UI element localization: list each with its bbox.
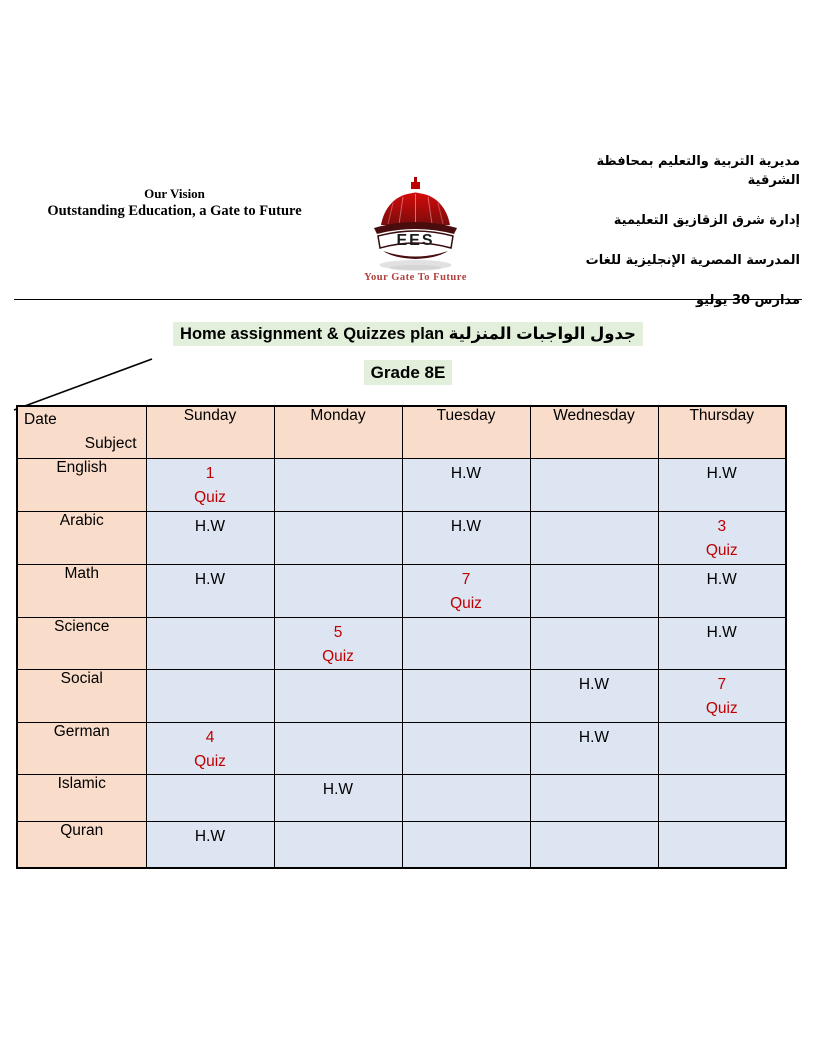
cell-line1	[659, 822, 786, 849]
schedule-cell	[146, 617, 274, 669]
arabic-header-block	[540, 152, 800, 331]
day-header-sunday: Sunday	[146, 406, 274, 458]
cell-line1	[275, 459, 402, 486]
cell-line1	[275, 723, 402, 750]
table-row-german	[17, 722, 786, 774]
cell-line1	[531, 512, 658, 539]
cell-line2: Quiz	[450, 594, 482, 612]
cell-line1	[531, 822, 658, 849]
cell-line1: 7	[461, 570, 471, 588]
cell-line1	[659, 775, 786, 802]
schedule-cell	[530, 669, 658, 722]
cell-line1: H.W	[194, 517, 226, 535]
cell-line1	[403, 670, 530, 697]
cell-line1	[531, 459, 658, 486]
arabic-line-schools-group: مدارس 30 يوليو	[696, 293, 800, 308]
subject-cell: Arabic	[17, 511, 146, 564]
cell-line1: H.W	[706, 570, 737, 588]
subject-cell: Quran	[17, 821, 146, 868]
schedule-cell	[402, 511, 530, 564]
subject-cell: Math	[17, 564, 146, 617]
schedule-cell	[146, 669, 274, 722]
schedule-cell	[402, 669, 530, 722]
cell-line1: H.W	[706, 464, 737, 482]
vision-statement	[22, 186, 327, 221]
vision-text: Outstanding Education, a Gate to Future	[47, 203, 302, 219]
cell-line1: H.W	[578, 675, 610, 693]
cell-line1	[403, 723, 530, 750]
table-row-science	[17, 617, 786, 669]
cell-line1	[531, 775, 658, 802]
schedule-cell	[146, 774, 274, 821]
cell-line1	[531, 565, 658, 592]
cell-line1: H.W	[194, 827, 226, 845]
grade-title: Grade 8E	[364, 360, 453, 385]
table-row-social	[17, 669, 786, 722]
schedule-cell	[146, 821, 274, 868]
date-label: Date	[24, 411, 57, 428]
schedule-cell	[658, 511, 786, 564]
schedule-cell	[658, 669, 786, 722]
cell-line1	[403, 775, 530, 802]
cell-line1	[275, 670, 402, 697]
header-divider	[14, 299, 802, 300]
day-header-tuesday: Tuesday	[402, 406, 530, 458]
schedule-cell	[274, 722, 402, 774]
table-row-english	[17, 458, 786, 511]
plan-title-row	[0, 324, 816, 344]
cell-line1: 1	[205, 464, 215, 482]
schedule-cell	[274, 511, 402, 564]
schedule-cell	[530, 617, 658, 669]
cell-line1: H.W	[322, 780, 354, 798]
schedule-cell	[274, 564, 402, 617]
cell-line2: Quiz	[194, 752, 226, 770]
schedule-cell	[530, 774, 658, 821]
subject-cell: Islamic	[17, 774, 146, 821]
subject-label: Subject	[84, 435, 137, 452]
cell-line1	[147, 670, 274, 697]
school-logo	[350, 176, 482, 282]
schedule-cell	[530, 458, 658, 511]
cell-line1	[147, 618, 274, 645]
schedule-cell	[530, 722, 658, 774]
cell-line1: 3	[717, 517, 727, 535]
schedule-cell	[402, 774, 530, 821]
table-row-arabic	[17, 511, 786, 564]
dome-logo-icon	[350, 176, 482, 282]
cell-line1	[531, 618, 658, 645]
schedule-cell	[146, 458, 274, 511]
cell-line1	[659, 723, 786, 750]
cell-line2: Quiz	[705, 541, 738, 559]
cell-line1: H.W	[450, 517, 482, 535]
schedule-cell	[402, 458, 530, 511]
schedule-cell	[402, 617, 530, 669]
schedule-cell	[530, 564, 658, 617]
schedule-cell	[658, 617, 786, 669]
schedule-cell	[274, 617, 402, 669]
schedule-cell	[658, 821, 786, 868]
schedule-cell	[274, 458, 402, 511]
cell-line1	[275, 822, 402, 849]
day-header-wednesday: Wednesday	[530, 406, 658, 458]
schedule-cell	[146, 511, 274, 564]
corner-header-cell	[17, 406, 146, 458]
day-header-thursday: Thursday	[658, 406, 786, 458]
cell-line1: H.W	[578, 728, 610, 746]
schedule-cell	[274, 669, 402, 722]
schedule-cell	[274, 774, 402, 821]
cell-line1: H.W	[706, 623, 737, 641]
schedule-cell	[402, 722, 530, 774]
cell-line1: 5	[333, 623, 343, 641]
schedule-cell	[658, 722, 786, 774]
schedule-cell	[402, 564, 530, 617]
schedule-cell	[658, 564, 786, 617]
cell-line1	[275, 565, 402, 592]
cell-line1: 4	[205, 728, 215, 746]
schedule-cell	[658, 458, 786, 511]
vision-title: Our Vision	[144, 186, 205, 201]
subject-cell: English	[17, 458, 146, 511]
cell-line1	[403, 822, 530, 849]
schedule-cell	[402, 821, 530, 868]
table-row-math	[17, 564, 786, 617]
logo-tagline: Your Gate To Future	[364, 272, 467, 282]
table-row-quran	[17, 821, 786, 868]
cell-line1: H.W	[194, 570, 226, 588]
cell-line1	[147, 775, 274, 802]
cell-line2: Quiz	[194, 488, 226, 506]
schedule-cell	[146, 564, 274, 617]
cell-line2: Quiz	[322, 647, 354, 665]
arabic-line-administration: إدارة شرق الزقازيق التعليمية	[613, 213, 800, 228]
grade-title-row	[0, 363, 816, 383]
schedule-table	[16, 405, 787, 869]
day-header-monday: Monday	[274, 406, 402, 458]
cell-line1: 7	[717, 675, 727, 693]
schedule-cell	[146, 722, 274, 774]
table-row-islamic	[17, 774, 786, 821]
subject-cell: Social	[17, 669, 146, 722]
arabic-line-school: المدرسة المصرية الإنجليزية للغات	[585, 253, 800, 268]
schedule-cell	[658, 774, 786, 821]
logo-monogram: EES	[396, 232, 435, 249]
schedule-cell	[274, 821, 402, 868]
cell-line1	[403, 618, 530, 645]
subject-cell: German	[17, 722, 146, 774]
cell-line2: Quiz	[705, 699, 738, 717]
arabic-line-directorate: مديرية التربية والتعليم بمحافظة الشرقية	[596, 154, 800, 188]
cell-line1: H.W	[450, 464, 482, 482]
plan-title: Home assignment & Quizzes plan جدول الواجبات المنزلية	[173, 322, 643, 346]
schedule-cell	[530, 511, 658, 564]
schedule-cell	[530, 821, 658, 868]
cell-line1	[275, 512, 402, 539]
subject-cell: Science	[17, 617, 146, 669]
